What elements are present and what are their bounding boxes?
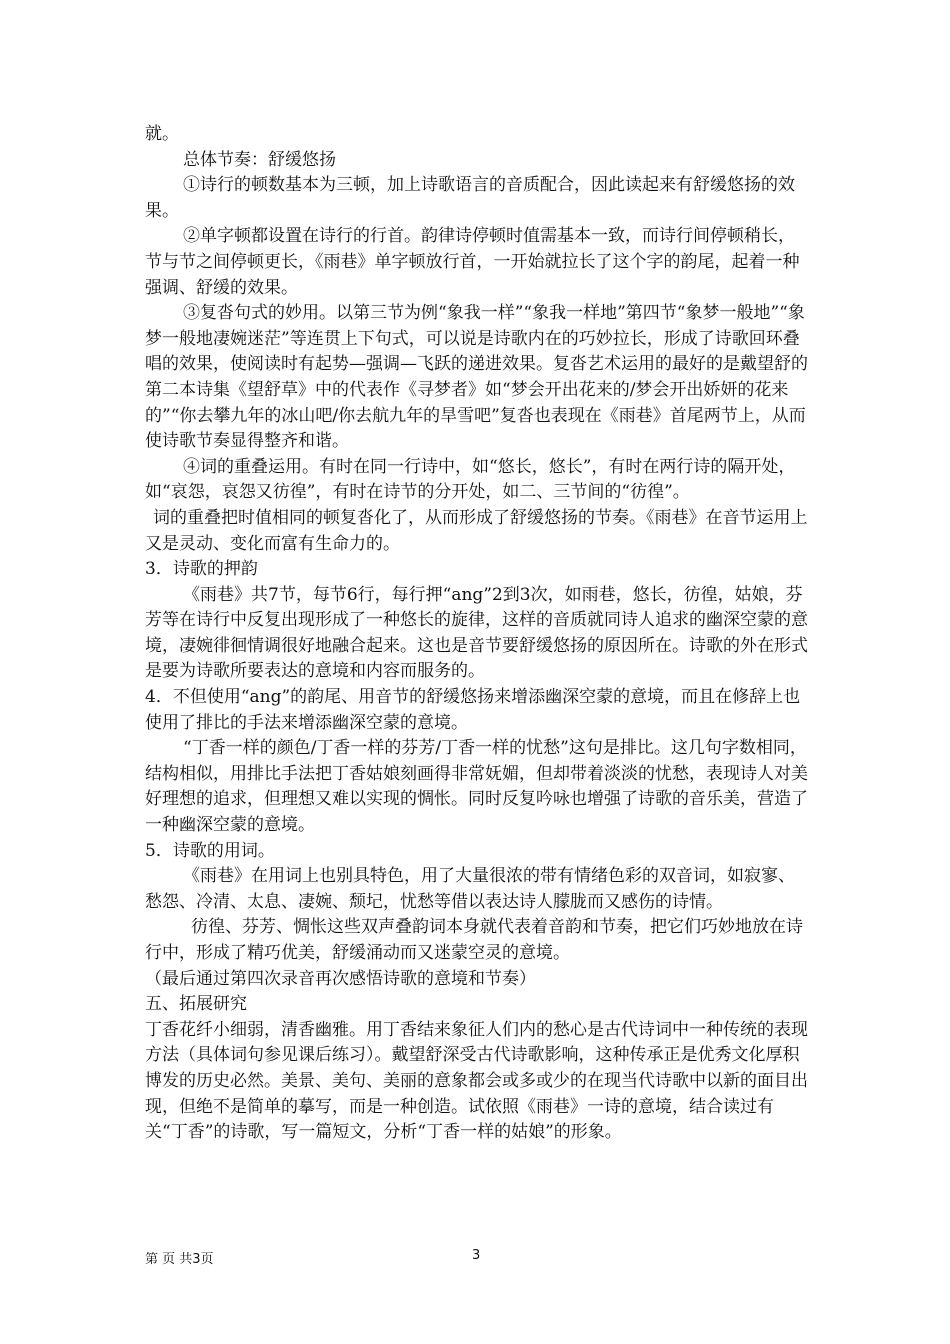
paragraph: 总体节奏：舒缓悠扬	[183, 149, 336, 170]
paragraph: 《雨巷》共7节，每节6行，每行押“ang”2到3次，如雨巷，悠长，彷徨，姑娘，芬芳等在诗行中反复出现形成了一种悠长的旋律，这样的音质就同诗人追求的幽深空蒙的意境，凄婉徘徊情调很好地融合起来。这也是音节要舒缓悠扬的原因所在。诗歌的外在形式是要为诗歌所要表达的意境和内容而服务的。	[145, 584, 808, 682]
paragraph: ①诗行的顿数基本为三顿，加上诗歌语言的音质配合，因此读起来有舒缓悠扬的效果。	[145, 175, 795, 221]
paragraph: 彷徨、芬芳、惆怅这些双声叠韵词本身就代表着音韵和节奏，把它们巧妙地放在诗行中，形成了精巧优美，舒缓涌动而又迷蒙空灵的意境。	[145, 917, 803, 963]
paragraph: 就。	[145, 124, 179, 144]
section-heading: 3．诗歌的押韵	[145, 559, 258, 580]
page-footer-label: 第 页 共3页	[145, 1252, 214, 1267]
paragraph: ④词的重叠运用。有时在同一行诗中，如“悠长，悠长”，有时在两行诗的隔开处，如“哀怨，哀怨又彷徨”，有时在诗节的分开处，如二、三节间的“彷徨”。	[145, 456, 796, 503]
paragraph: ②单字顿都设置在诗行的行首。韵律诗停顿时值需基本一致，而诗行间停顿稍长，节与节之间停顿更长，《雨巷》单字顿放行首，一开始就拉长了这个字的韵尾，起着一种强调、舒缓的效果。	[145, 226, 800, 298]
paragraph: （最后通过第四次录音再次感悟诗歌的意境和节奏）	[145, 968, 536, 989]
paragraph: ③复沓句式的妙用。以第三节为例“象我一样”“象我一样地”第四节“象梦一般地”“象梦一般地凄婉迷茫”等连贯上下句式，可以说是诗歌内在的巧妙拉长，形成了诗歌回环叠唱的效果，使阅读时有起势—强调—飞跃的递进效果。复沓艺术运用的最好的是戴望舒的第二本诗集《望舒草》中的代表作《寻梦者》如“梦会开出花来的/梦会开出娇妍的花来的”“你去攀九年的冰山吧/你去航九年的旱雪吧”复沓也表现在《雨巷》首尾两节上，从而使诗歌节奏显得整齐和谐。	[145, 303, 808, 452]
paragraph: 《雨巷》在用词上也别具特色，用了大量很浓的带有情绪色彩的双音词，如寂寥、愁怨、冷清、太息、凄婉、颓圮，忧愁等借以表达诗人朦胧而又感伤的诗情。	[145, 866, 795, 912]
document-body	[145, 122, 810, 1146]
page-number: 3	[472, 1248, 481, 1263]
paragraph: 词的重叠把时值相同的顿复沓化了，从而形成了舒缓悠扬的节奏。《雨巷》在音节运用上又是灵动、变化而富有生命力的。	[145, 507, 808, 554]
section-heading: 5．诗歌的用词。	[145, 840, 275, 861]
paragraph: “丁香一样的颜色/丁香一样的芬芳/丁香一样的忧愁”这句是排比。这几句字数相同，结构相似，用排比手法把丁香姑娘刻画得非常妩媚，但却带着淡淡的忧愁，表现诗人对美好理想的追求，但理想又难以实现的惆怅。同时反复吟咏也增强了诗歌的音乐美，营造了一种幽深空蒙的意境。	[145, 738, 808, 836]
section-heading: 4．不但使用“ang”的韵尾、用音节的舒缓悠扬来增添幽深空蒙的意境，而且在修辞上也使用了排比的手法来增添幽深空蒙的意境。	[145, 687, 801, 733]
paragraph: 丁香花纤小细弱，清香幽雅。用丁香结来象征人们内的愁心是古代诗词中一种传统的表现方法（具体词句参见课后练习）。戴望舒深受古代诗歌影响，这种传承正是优秀文化厚积博发的历史必然。美景、美句、美丽的意象都会或多或少的在现当代诗歌中以新的面目出现，但绝不是简单的摹写，而是一种创造。试依照《雨巷》一诗的意境，结合读过有关“丁香”的诗歌，写一篇短文，分析“丁香一样的姑娘”的形象。	[145, 1019, 808, 1143]
section-heading: 五、拓展研究	[145, 994, 247, 1015]
